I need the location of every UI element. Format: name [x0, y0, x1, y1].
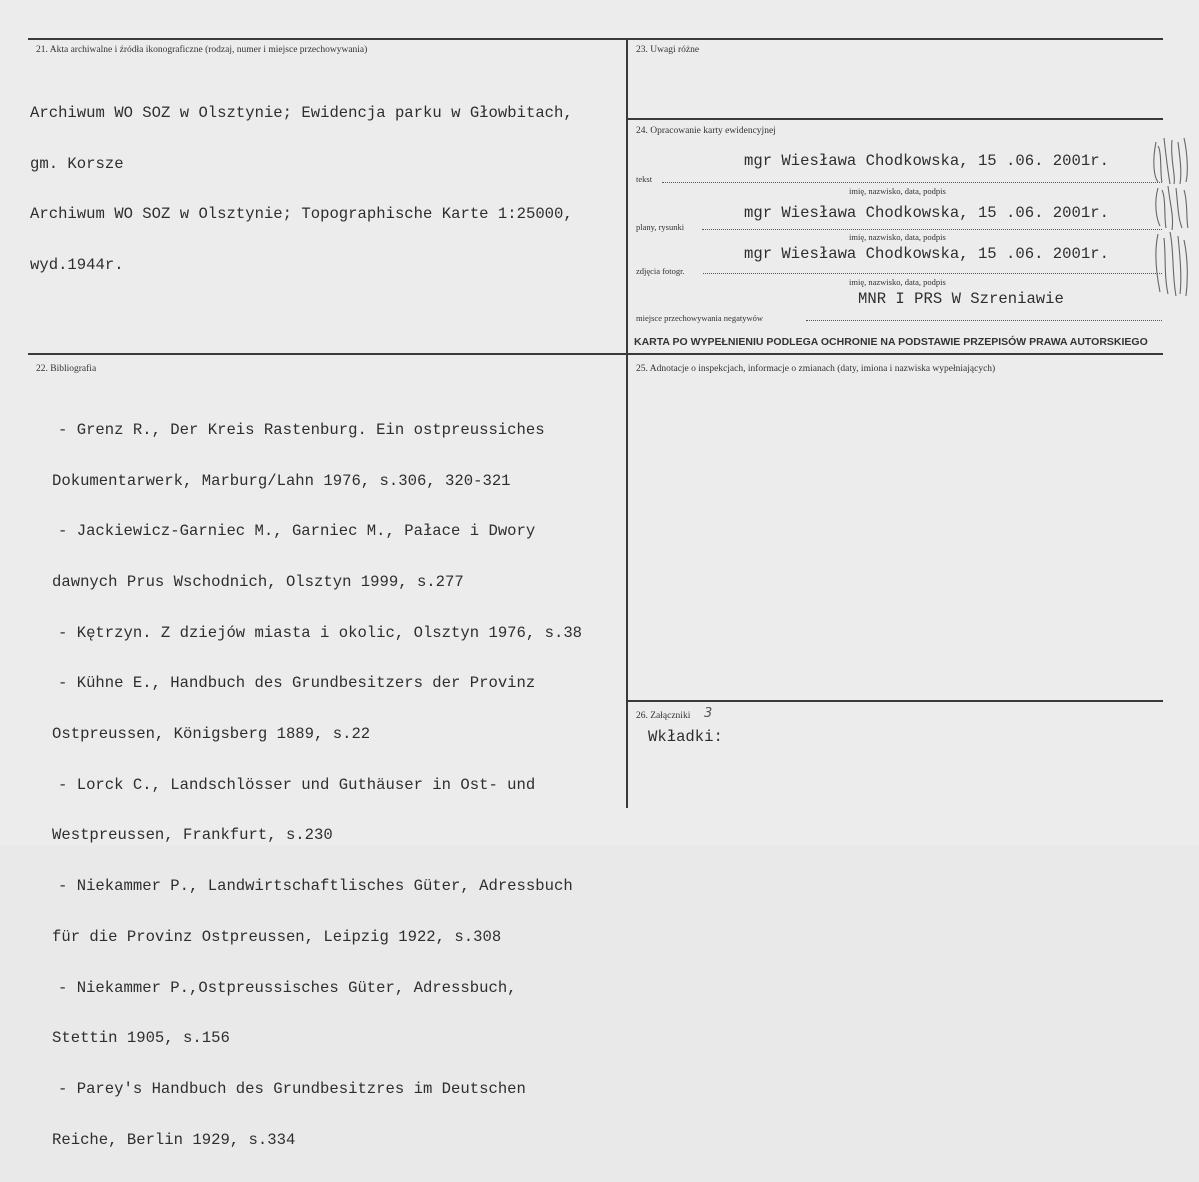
- top-border: [28, 38, 1163, 40]
- section-21-label: 21. Akta archiwalne i źródła ikonograficzne (rodzaj, numer i miejsce przechowywania): [36, 45, 368, 55]
- photos-caption: imię, nazwisko, data, podpis: [849, 277, 946, 287]
- text-caption: imię, nazwisko, data, podpis: [849, 186, 946, 196]
- bibliography-line: Reiche, Berlin 1929, s.334: [52, 1130, 296, 1149]
- plans-field-label: plany, rysunki: [636, 222, 685, 232]
- plans-dotted-line: [702, 229, 1162, 230]
- bibliography-text: [52, 388, 583, 1182]
- negatives-location-value: MNR I PRS W Szreniawie: [858, 290, 1064, 308]
- archive-line: Archiwum WO SOZ w Olsztynie; Ewidencja parku w Głowbitach,: [30, 103, 573, 122]
- signature-scribble-icon: [1148, 132, 1194, 302]
- bibliography-line: Westpreussen, Frankfurt, s.230: [52, 826, 333, 845]
- section-26-label: 26. Załączniki: [636, 711, 691, 721]
- middle-divider: [28, 353, 1163, 355]
- section-25-label: 25. Adnotacje o inspekcjach, informacje o zmianach (daty, imiona i nazwiska wypełniających): [636, 364, 996, 374]
- bibliography-line: - Niekammer P.,Ostpreussisches Güter, Adressbuch,: [58, 978, 517, 997]
- bibliography-line: - Kętrzyn. Z dziejów miasta i okolic, Olsztyn 1976, s.38: [58, 623, 583, 642]
- bibliography-line: - Parey's Handbuch des Grundbesitzres im Deutschen: [58, 1079, 526, 1098]
- copyright-notice: KARTA PO WYPEŁNIENIU PODLEGA OCHRONIE NA PODSTAWIE PRZEPISÓW PRAWA AUTORSKIEGO: [634, 336, 1148, 348]
- text-field-label: tekst: [636, 174, 653, 184]
- section-21-text: [30, 71, 573, 308]
- bibliography-line: - Jackiewicz-Garniec M., Garniec M., Pałace i Dwory: [58, 522, 536, 541]
- bibliography-line: Stettin 1905, s.156: [52, 1029, 230, 1048]
- negatives-field-label: miejsce przechowywania negatywów: [636, 313, 763, 323]
- archive-line: Archiwum WO SOZ w Olsztynie; Topographische Karte 1:25000,: [30, 205, 573, 224]
- bibliography-line: Dokumentarwerk, Marburg/Lahn 1976, s.306, 320-321: [52, 471, 511, 490]
- right-upper-divider: [627, 118, 1163, 120]
- plans-caption: imię, nazwisko, data, podpis: [849, 232, 946, 242]
- photos-dotted-line: [703, 273, 1162, 274]
- archive-line: wyd.1944r.: [30, 255, 124, 274]
- bibliography-line: - Kühne E., Handbuch des Grundbesitzers der Provinz: [58, 674, 536, 693]
- section-23-label: 23. Uwagi różne: [636, 45, 700, 55]
- negatives-dotted-line: [806, 320, 1162, 321]
- bibliography-line: dawnych Prus Wschodnich, Olsztyn 1999, s.277: [52, 572, 464, 591]
- right-lower-divider: [627, 700, 1163, 702]
- section-22-label: 22. Bibliografia: [36, 364, 97, 374]
- inserts-label: Wkładki:: [648, 728, 723, 746]
- bibliography-line: - Lorck C., Landschlösser und Guthäuser in Ost- und: [58, 775, 536, 794]
- text-dotted-line: [662, 182, 1162, 183]
- photos-author-value: mgr Wiesława Chodkowska, 15 .06. 2001r.: [744, 245, 1109, 263]
- archive-line: gm. Korsze: [30, 154, 124, 173]
- center-divider: [626, 38, 628, 808]
- section-24-label: 24. Opracowanie karty ewidencyjnej: [636, 126, 776, 136]
- bibliography-line: für die Provinz Ostpreussen, Leipzig 1922, s.308: [52, 927, 502, 946]
- bibliography-line: - Niekammer P., Landwirtschaftlisches Güter, Adressbuch: [58, 877, 573, 896]
- plans-author-value: mgr Wiesława Chodkowska, 15 .06. 2001r.: [744, 204, 1109, 222]
- photos-field-label: zdjęcia fotogr.: [636, 266, 685, 276]
- attachments-count: 3: [704, 706, 713, 721]
- text-author-value: mgr Wiesława Chodkowska, 15 .06. 2001r.: [744, 152, 1109, 170]
- bibliography-line: - Grenz R., Der Kreis Rastenburg. Ein ostpreussiches: [58, 420, 545, 439]
- bibliography-line: Ostpreussen, Königsberg 1889, s.22: [52, 725, 371, 744]
